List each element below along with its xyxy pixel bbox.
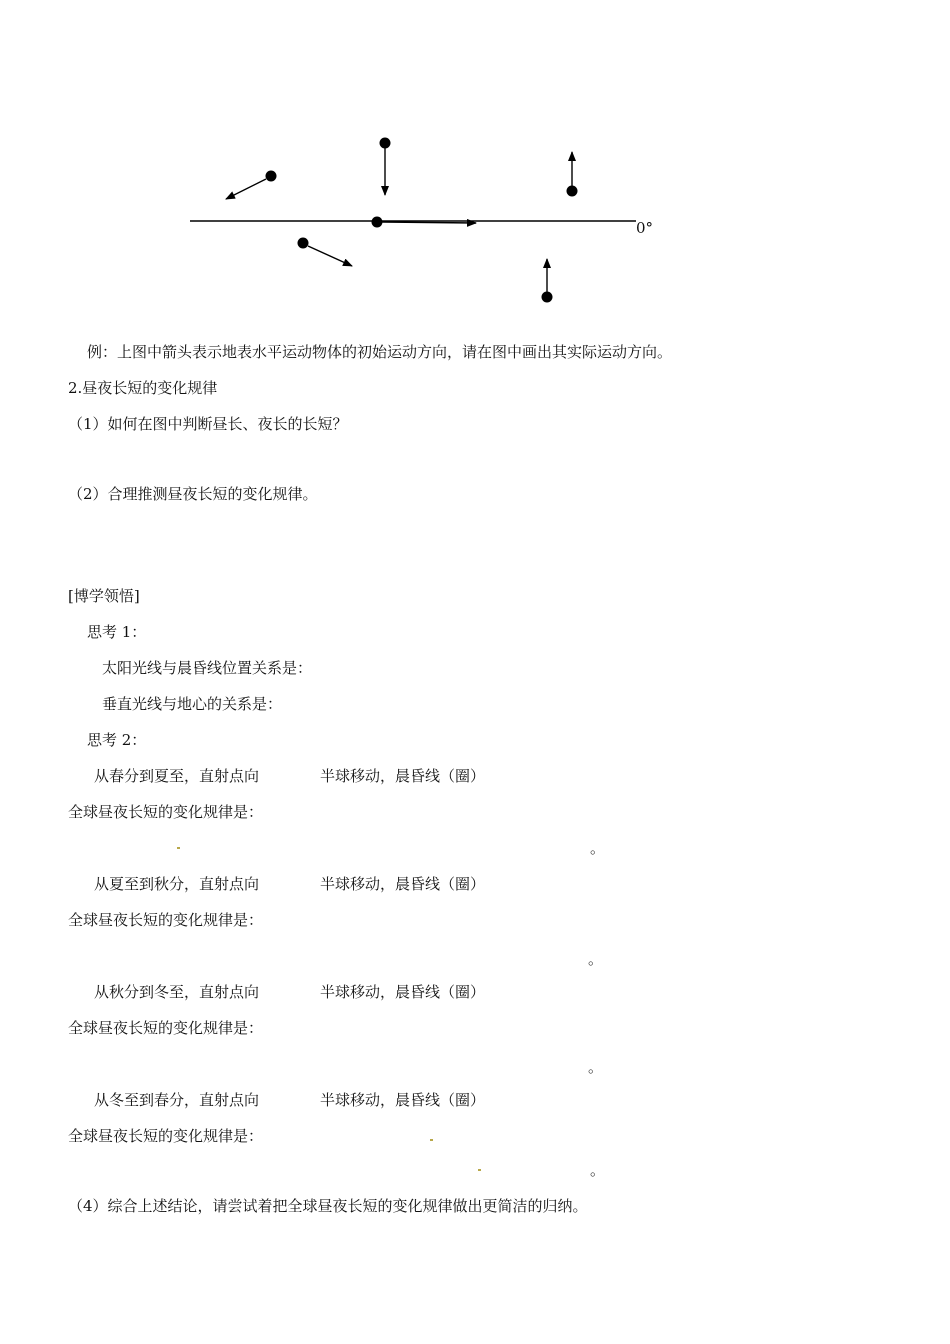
section-title: 2.昼夜长短的变化规律 [68,379,218,397]
question-1: （1）如何在图中判断昼长、夜长的长短？ [68,415,348,433]
period-4-mark-1 [430,1139,433,1141]
period-3-rule: 全球昼夜长短的变化规律是： [68,1019,264,1037]
example-text: 例：上图中箭头表示地表水平运动物体的初始运动方向，请在图中画出其实际运动方向。 [87,343,673,361]
period-1-mark [177,847,180,849]
think1-line1: 太阳光线与晨昏线位置关系是： [102,659,313,677]
period-3-end: 。 [588,1058,604,1076]
period-1-rule: 全球昼夜长短的变化规律是： [68,803,264,821]
period-3-suffix: 半球移动，晨昏线（圈） [320,983,486,1001]
object-arrow-5 [298,238,353,267]
question-2: （2）合理推测昼夜长短的变化规律。 [68,485,318,503]
period-2-prefix: 从夏至到秋分，直射点向 [94,875,260,893]
period-2-suffix: 半球移动，晨昏线（圈） [320,875,486,893]
think1-line2: 垂直光线与地心的关系是： [102,695,283,713]
deflection-diagram [0,0,950,320]
equator-label: 0° [636,219,654,237]
period-4-suffix: 半球移动，晨昏线（圈） [320,1091,486,1109]
object-arrow-6 [542,259,553,303]
think2-label: 思考 2： [87,731,147,749]
object-arrow-1 [226,171,277,200]
object-arrow-3 [372,217,477,228]
period-3-prefix: 从秋分到冬至，直射点向 [94,983,260,1001]
period-1-suffix: 半球移动，晨昏线（圈） [320,767,486,785]
object-arrow-2 [380,138,391,196]
period-4-rule: 全球昼夜长短的变化规律是： [68,1127,264,1145]
period-2-end: 。 [588,950,604,968]
period-4-prefix: 从冬至到春分，直射点向 [94,1091,260,1109]
period-1-prefix: 从春分到夏至，直射点向 [94,767,260,785]
period-1-end: 。 [590,839,606,857]
question-4: （4）综合上述结论，请尝试着把全球昼夜长短的变化规律做出更简洁的归纳。 [68,1197,588,1215]
period-4-mark-2 [478,1169,481,1171]
bxlw-title: [博学领悟] [68,587,140,605]
period-2-rule: 全球昼夜长短的变化规律是： [68,911,264,929]
think1-label: 思考 1： [87,623,147,641]
period-4-end: 。 [590,1161,606,1179]
object-arrow-4 [567,152,578,197]
